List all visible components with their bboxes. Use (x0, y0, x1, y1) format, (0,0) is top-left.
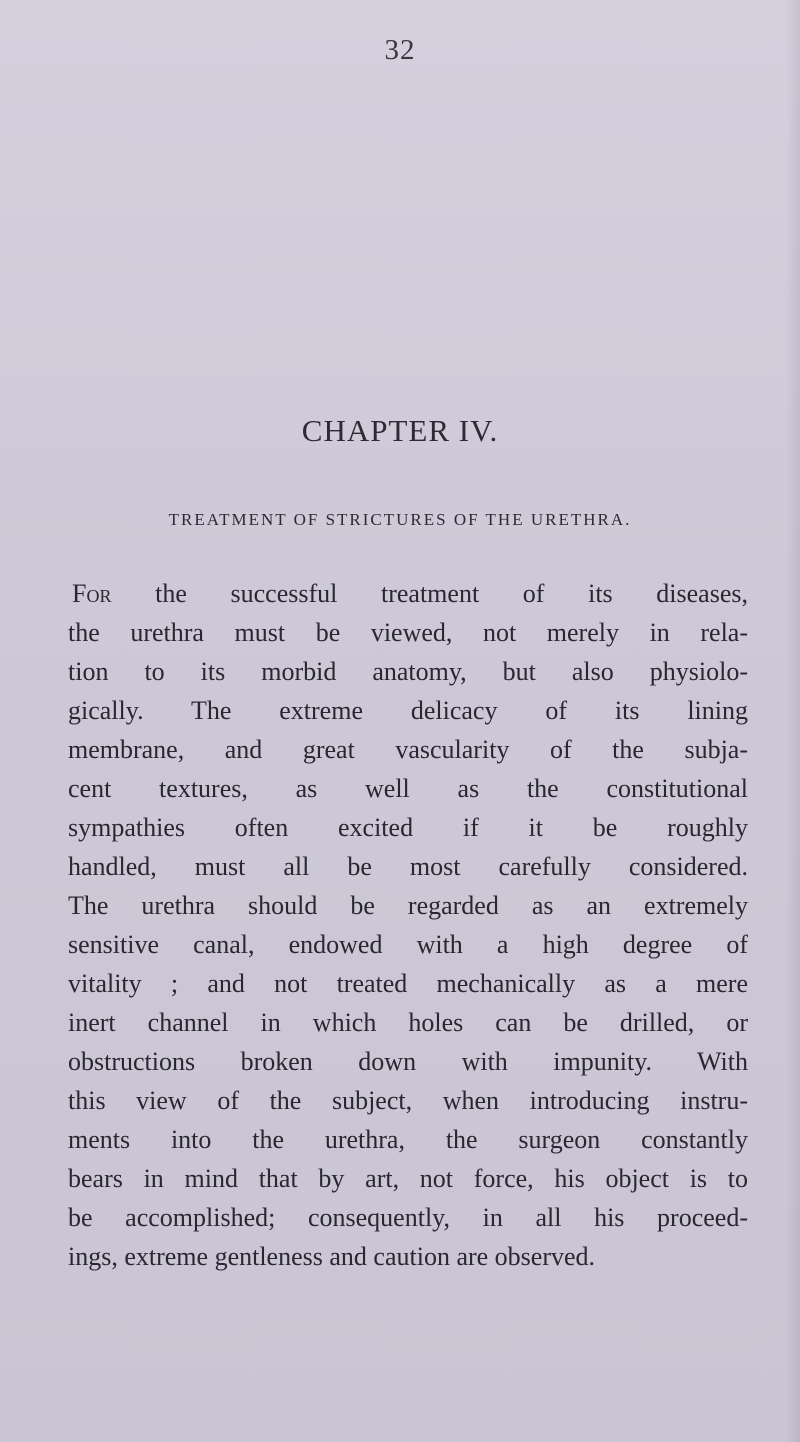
paragraph-line: bears in mind that by art, not force, his object is to (68, 1164, 748, 1193)
lead-word: For (72, 579, 112, 608)
paragraph-line: membrane, and great vascularity of the subja- (68, 735, 748, 764)
paragraph-line: handled, must all be most carefully considered. (68, 852, 748, 881)
paragraph-line: vitality ; and not treated mechanically as a mere (68, 969, 748, 998)
page-number: 32 (384, 34, 416, 66)
paragraph-line: sensitive canal, endowed with a high degree of (68, 930, 748, 959)
paragraph-line: the urethra must be viewed, not merely in rela- (68, 618, 748, 647)
chapter-title: CHAPTER IV. (301, 413, 499, 448)
paragraph-line (68, 574, 748, 613)
paragraph-line: inert channel in which holes can be drilled, or (68, 1008, 748, 1037)
paragraph-line: this view of the subject, when introducing instru- (68, 1086, 748, 1115)
paragraph-line: cent textures, as well as the constitutional (68, 774, 748, 803)
line-text: the successful treatment of its diseases, (111, 579, 748, 608)
paragraph-line: ments into the urethra, the surgeon constantly (68, 1125, 748, 1154)
paragraph-line: be accomplished; consequently, in all his proceed- (68, 1203, 748, 1232)
paragraph-line: tion to its morbid anatomy, but also physiolo- (68, 657, 748, 686)
paragraph-line: obstructions broken down with impunity. With (68, 1047, 748, 1076)
paragraph-line: gically. The extreme delicacy of its lining (68, 696, 748, 725)
paragraph-line: ings, extreme gentleness and caution are observed. (68, 1242, 596, 1271)
paragraph-line: The urethra should be regarded as an extremely (68, 891, 748, 920)
body-paragraph (68, 574, 748, 1276)
chapter-subtitle: TREATMENT OF STRICTURES OF THE URETHRA. (168, 510, 632, 529)
paragraph-line: sympathies often excited if it be roughly (68, 813, 748, 842)
